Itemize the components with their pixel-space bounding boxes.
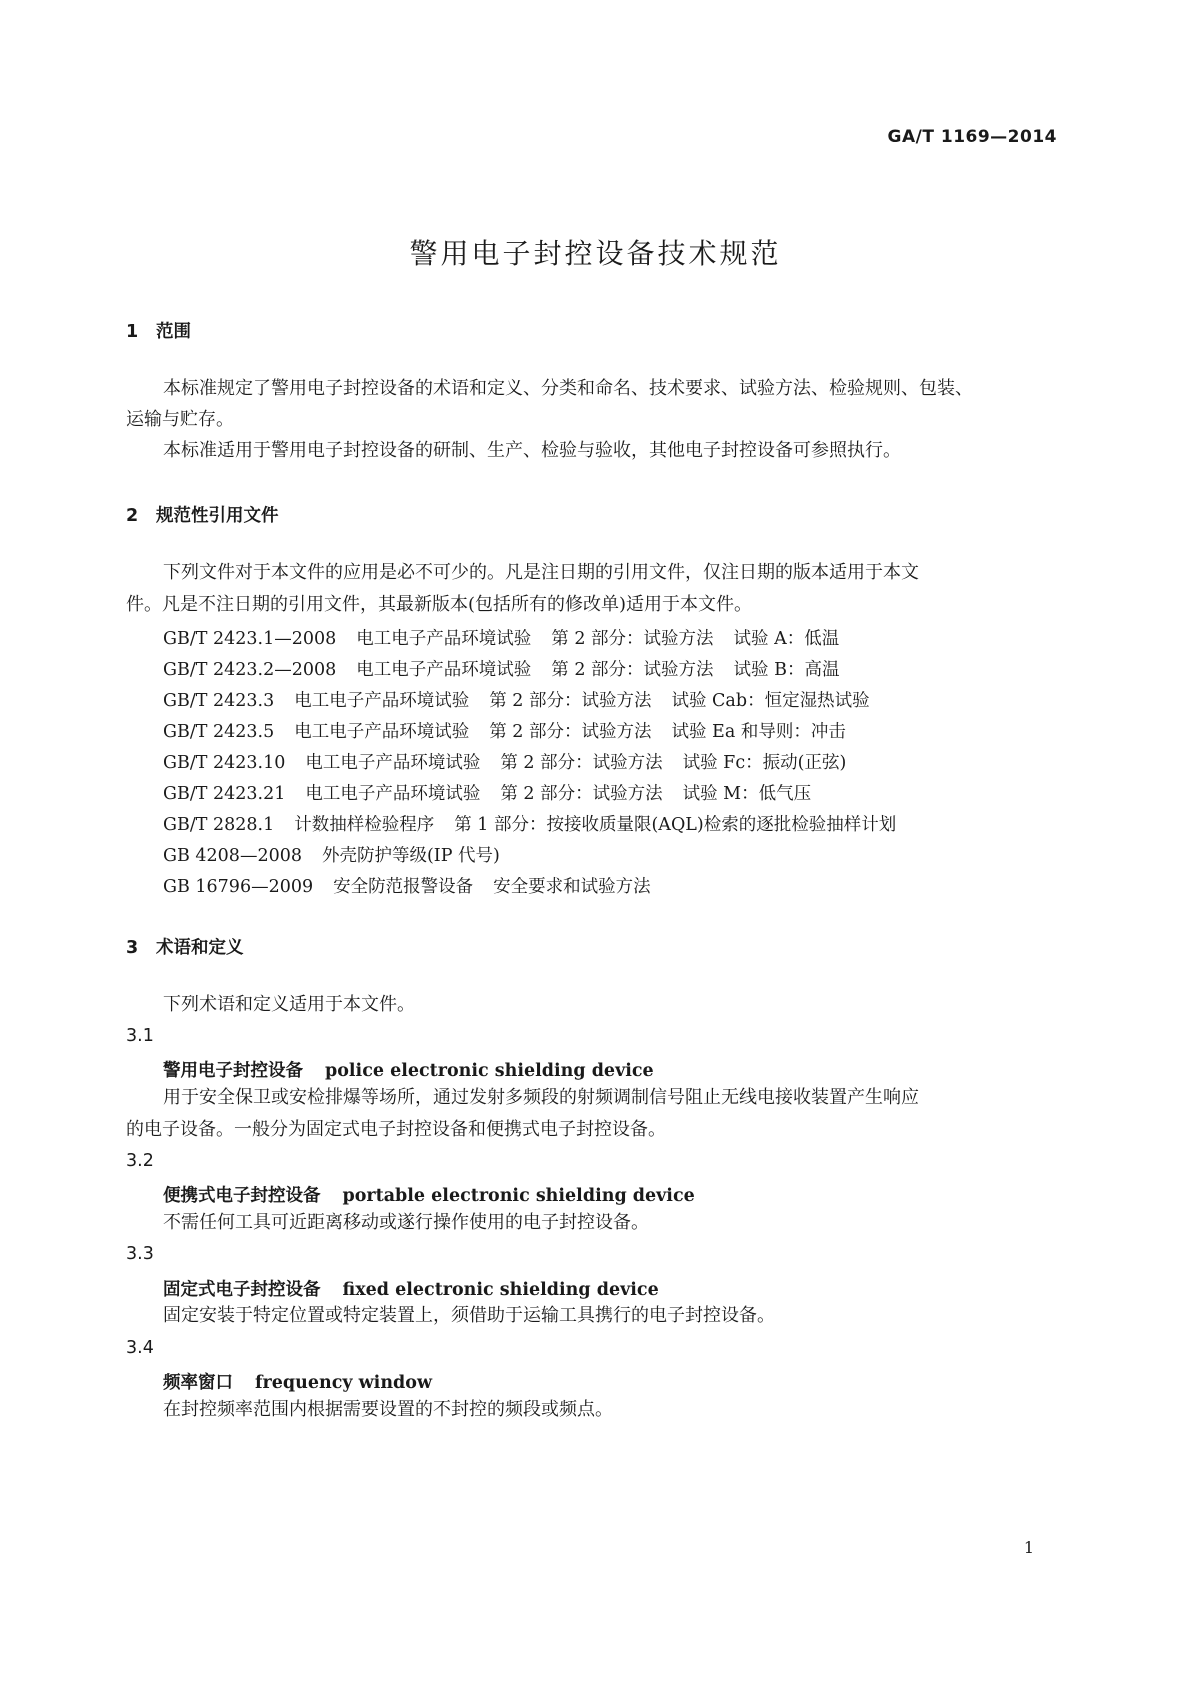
reference-part: 第 2 部分：试验方法 (489, 722, 652, 742)
term-definition-line-1: 不需任何工具可近距离移动或遂行操作使用的电子封控设备。 (163, 1212, 649, 1233)
reference-code: GB/T 2828.1 (163, 815, 275, 835)
reference-item (163, 625, 839, 650)
terms-intro: 下列术语和定义适用于本文件。 (163, 994, 415, 1015)
page-number: 1 (1023, 1538, 1034, 1557)
reference-code: GB 16796—2009 (163, 877, 314, 897)
term-definition-line-2: 的电子设备。一般分为固定式电子封控设备和便携式电子封控设备。 (126, 1119, 666, 1140)
reference-title: 电工电子产品环境试验 (356, 629, 532, 649)
reference-title: 电工电子产品环境试验 (294, 722, 470, 742)
reference-title: 计数抽样检验程序 (294, 815, 435, 835)
term-definition-line-1: 用于安全保卫或安检排爆等场所，通过发射多频段的射频调制信号阻止无线电接收装置产生响应 (163, 1087, 919, 1108)
reference-test: 试验 Fc：振动(正弦) (682, 753, 847, 773)
term-en: police electronic shielding device (325, 1061, 654, 1081)
term-zh: 警用电子封控设备 (163, 1061, 303, 1081)
reference-code: GB/T 2423.1—2008 (163, 629, 337, 649)
section-1-heading (126, 318, 191, 343)
section-number: 3 (126, 938, 139, 958)
reference-part: 第 2 部分：试验方法 (551, 629, 714, 649)
references-intro-line-1: 下列文件对于本文件的应用是必不可少的。凡是注日期的引用文件，仅注日期的版本适用于本文 (163, 562, 919, 583)
reference-item (163, 656, 839, 681)
section-number: 2 (126, 506, 139, 526)
reference-item (163, 718, 846, 743)
reference-item (163, 811, 896, 836)
reference-test: 试验 M：低气压 (682, 784, 812, 804)
term-en: frequency window (255, 1373, 433, 1393)
reference-item (163, 873, 651, 898)
reference-title: 电工电子产品环境试验 (305, 784, 481, 804)
reference-part: 第 1 部分：按接收质量限(AQL)检索的逐批检验抽样计划 (454, 815, 897, 835)
reference-title: 安全防范报警设备 (333, 877, 474, 897)
section-2-heading (126, 502, 279, 527)
reference-code: GB/T 2423.3 (163, 691, 275, 711)
term-number: 3.3 (126, 1244, 154, 1264)
section-number: 1 (126, 322, 139, 342)
term-heading (163, 1057, 654, 1082)
reference-title: 电工电子产品环境试验 (294, 691, 470, 711)
term-heading (163, 1182, 695, 1207)
section-3-heading (126, 934, 244, 959)
reference-item (163, 780, 811, 805)
reference-title: 电工电子产品环境试验 (305, 753, 481, 773)
term-heading (163, 1369, 432, 1394)
reference-part: 安全要求和试验方法 (493, 877, 651, 897)
scope-paragraph-2: 本标准适用于警用电子封控设备的研制、生产、检验与验收，其他电子封控设备可参照执行。 (163, 440, 901, 461)
term-zh: 固定式电子封控设备 (163, 1280, 321, 1300)
reference-code: GB/T 2423.2—2008 (163, 660, 337, 680)
term-number: 3.1 (126, 1026, 154, 1046)
reference-item (163, 842, 500, 867)
reference-title: 外壳防护等级(IP 代号) (321, 846, 500, 866)
section-title: 规范性引用文件 (156, 506, 279, 526)
standard-code: GA/T 1169—2014 (887, 127, 1057, 147)
reference-title: 电工电子产品环境试验 (356, 660, 532, 680)
term-definition-line-1: 在封控频率范围内根据需要设置的不封控的频段或频点。 (163, 1399, 613, 1420)
term-en: fixed electronic shielding device (342, 1280, 659, 1300)
reference-test: 试验 A：低温 (733, 629, 840, 649)
reference-item (163, 749, 846, 774)
term-zh: 便携式电子封控设备 (163, 1186, 321, 1206)
term-number: 3.4 (126, 1338, 154, 1358)
reference-code: GB 4208—2008 (163, 846, 302, 866)
scope-paragraph-1-line-1: 本标准规定了警用电子封控设备的术语和定义、分类和命名、技术要求、试验方法、检验规则、包装、 (163, 378, 973, 399)
reference-item (163, 687, 870, 712)
reference-part: 第 2 部分：试验方法 (500, 784, 663, 804)
reference-part: 第 2 部分：试验方法 (500, 753, 663, 773)
term-en: portable electronic shielding device (342, 1186, 695, 1206)
reference-test: 试验 B：高温 (733, 660, 840, 680)
reference-code: GB/T 2423.5 (163, 722, 275, 742)
section-title: 范围 (156, 322, 191, 342)
reference-part: 第 2 部分：试验方法 (551, 660, 714, 680)
scope-paragraph-1-line-2: 运输与贮存。 (126, 409, 234, 430)
references-intro-line-2: 件。凡是不注日期的引用文件，其最新版本(包括所有的修改单)适用于本文件。 (126, 594, 753, 615)
term-number: 3.2 (126, 1151, 154, 1171)
term-heading (163, 1276, 659, 1301)
reference-code: GB/T 2423.10 (163, 753, 286, 773)
document-title: 警用电子封控设备技术规范 (409, 237, 782, 270)
reference-code: GB/T 2423.21 (163, 784, 286, 804)
term-zh: 频率窗口 (163, 1373, 233, 1393)
section-title: 术语和定义 (156, 938, 244, 958)
reference-part: 第 2 部分：试验方法 (489, 691, 652, 711)
reference-test: 试验 Ea 和导则：冲击 (671, 722, 846, 742)
reference-test: 试验 Cab：恒定湿热试验 (671, 691, 870, 711)
term-definition-line-1: 固定安装于特定位置或特定装置上，须借助于运输工具携行的电子封控设备。 (163, 1305, 775, 1326)
